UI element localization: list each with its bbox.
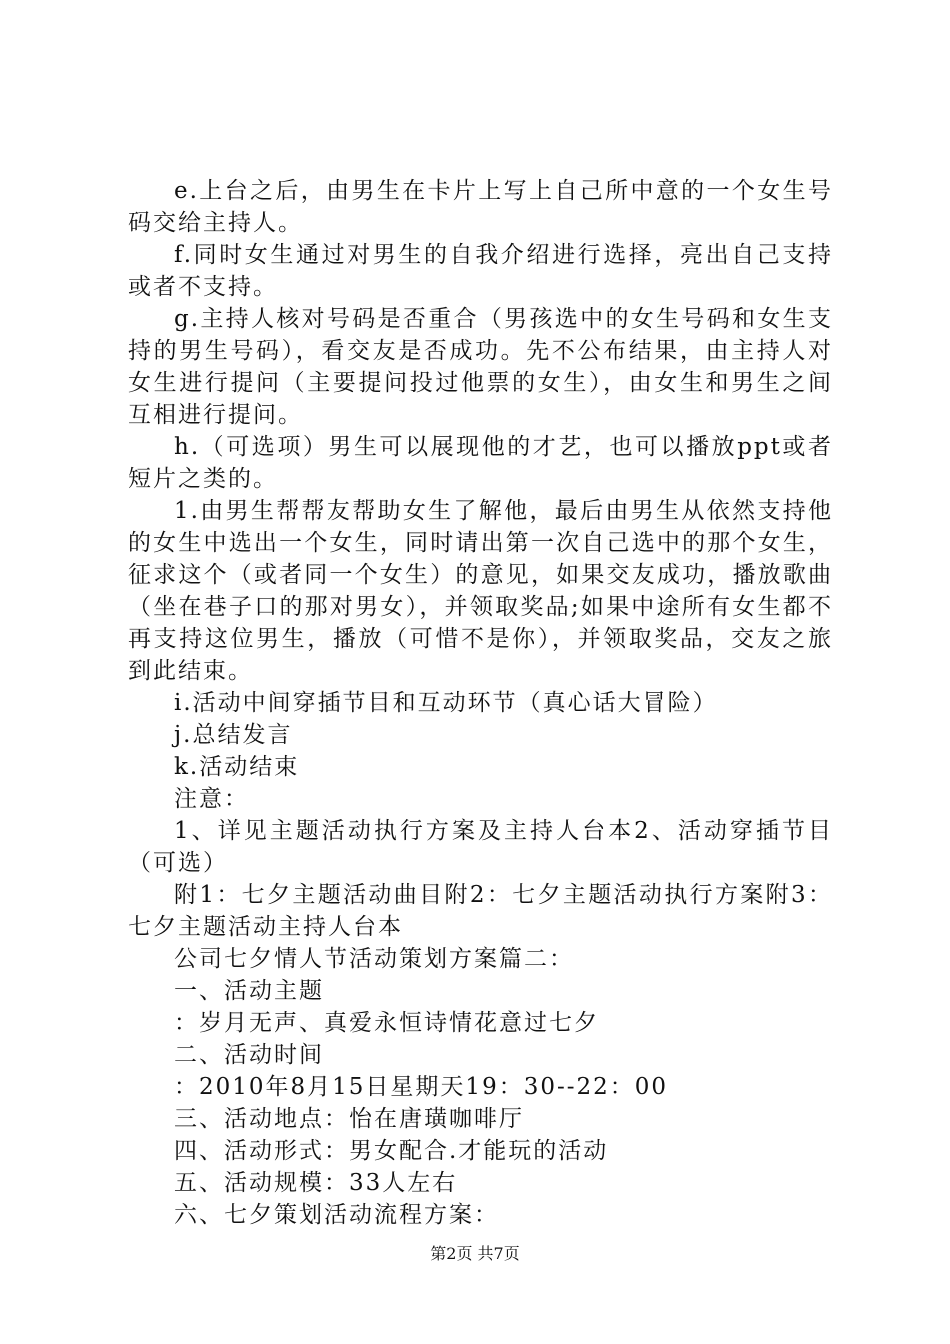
page-footer [0, 1244, 950, 1264]
paragraph-1: 1.由男生帮帮友帮助女生了解他，最后由男生从依然支持他的女生中选出一个女生，同时请出第一次自己选中的那个女生，征求这个（或者同一个女生）的意见，如果交友成功，播放歌曲（坐在巷子口的那对男女），并领取奖品;如果中途所有女生都不再支持这位男生，播放（可惜不是你），并领取奖品，交友之旅到此结束。 [128, 498, 833, 684]
value-activity-time: ：2010年8月15日星期天19：30--22：00 [174, 1074, 669, 1100]
activity-process-heading: 六、七夕策划活动流程方案： [174, 1202, 499, 1228]
heading-activity-theme: 一、活动主题 [174, 978, 324, 1004]
value-activity-theme: ：岁月无声、真爱永恒诗情花意过七夕 [174, 1010, 599, 1036]
paragraph-j: j.总结发言 [174, 722, 293, 748]
page-number: 第2页 共7页 [430, 1244, 520, 1263]
activity-format: 四、活动形式：男女配合.才能玩的活动 [174, 1138, 609, 1164]
section-title-plan-two: 公司七夕情人节活动策划方案篇二： [174, 946, 574, 972]
paragraph-k: k.活动结束 [174, 754, 300, 780]
paragraph-note-details: 1、详见主题活动执行方案及主持人台本2、活动穿插节目（可选） [128, 818, 833, 876]
document-body [128, 175, 833, 1231]
heading-activity-time: 二、活动时间 [174, 1042, 324, 1068]
paragraph-appendix: 附1：七夕主题活动曲目附2：七夕主题活动执行方案附3：七夕主题活动主持人台本 [128, 882, 833, 940]
paragraph-e: e.上台之后，由男生在卡片上写上自己所中意的一个女生号码交给主持人。 [128, 178, 833, 236]
activity-scale: 五、活动规模：33人左右 [174, 1170, 458, 1196]
paragraph-g: g.主持人核对号码是否重合（男孩选中的女生号码和女生支持的男生号码），看交友是否成功。先不公布结果，由主持人对女生进行提问（主要提问投过他票的女生），由女生和男生之间互相进行提问。 [128, 306, 833, 428]
paragraph-f: f.同时女生通过对男生的自我介绍进行选择，亮出自己支持或者不支持。 [128, 242, 833, 300]
activity-location: 三、活动地点：怡在唐璜咖啡厅 [174, 1106, 524, 1132]
paragraph-h: h.（可选项）男生可以展现他的才艺，也可以播放ppt或者短片之类的。 [128, 434, 833, 492]
paragraph-note-heading: 注意： [174, 786, 249, 812]
paragraph-i: i.活动中间穿插节目和互动环节（真心话大冒险） [174, 690, 718, 716]
